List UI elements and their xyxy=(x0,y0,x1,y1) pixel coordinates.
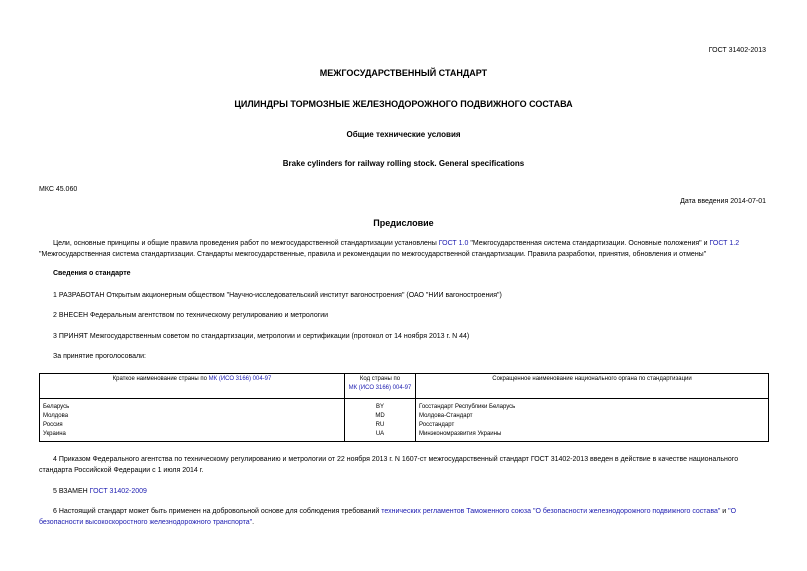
table-row xyxy=(40,399,769,413)
table-row xyxy=(40,421,769,430)
preface-text: Цели, основные принципы и общие правила проведения работ по межгосударственной стандартизации установлены xyxy=(53,240,439,247)
item-submitted-by: 2 ВНЕСЕН Федеральным агентством по техническому регулированию и метрологии xyxy=(53,312,329,319)
item-adopted-by: 3 ПРИНЯТ Межгосударственным советом по стандартизации, метрологии и сертификации (протокол от 14 ноября 2013 г. N 44) xyxy=(53,333,470,340)
preface-paragraph xyxy=(39,238,769,260)
high-speed-rail-safety-link[interactable]: "О безопасности высокоскоростного железнодорожного транспорта" xyxy=(39,508,737,526)
country-cell: Беларусь xyxy=(40,399,345,413)
voluntary-text: 6 Настоящий стандарт может быть применен на добровольной основе для соблюдения требований xyxy=(53,508,382,515)
table-header-row xyxy=(40,374,769,399)
body-cell: Минэкономразвития Украины xyxy=(416,430,769,442)
mks-code: МКС 45.060 xyxy=(39,186,78,193)
body-cell: Росстандарт xyxy=(416,421,769,430)
table-row xyxy=(40,412,769,421)
code-cell: RU xyxy=(345,421,416,430)
code-cell: MD xyxy=(345,412,416,421)
mk-iso-3166-link[interactable]: МК (ИСО 3166) 004-97 xyxy=(208,376,272,382)
voting-countries-table xyxy=(39,373,769,442)
code-cell: BY xyxy=(345,399,416,413)
preface-heading: Предисловие xyxy=(373,218,434,228)
voluntary-text: . xyxy=(252,519,255,526)
body-cell: Молдова-Стандарт xyxy=(416,412,769,421)
document-title-english: Brake cylinders for railway rolling stock. General specifications xyxy=(282,159,525,168)
header-text: Код страны по xyxy=(359,376,401,382)
body-cell: Госстандарт Республики Беларусь xyxy=(416,399,769,413)
item-developed-by: 1 РАЗРАБОТАН Открытым акционерным обществом "Научно-исследовательский институт вагоностроения" (ОАО "НИИ вагоностроения") xyxy=(53,292,502,299)
header-country-name xyxy=(40,374,345,399)
country-cell: Украина xyxy=(40,430,345,442)
mk-iso-3166-link[interactable]: МК (ИСО 3166) 004-97 xyxy=(348,385,412,391)
railway-rolling-stock-safety-link[interactable]: "О безопасности железнодорожного подвижного состава" xyxy=(532,508,721,515)
country-cell: Молдова xyxy=(40,412,345,421)
document-code: ГОСТ 31402-2013 xyxy=(708,47,766,54)
header-country-code xyxy=(345,374,416,399)
voluntary-text: и xyxy=(720,508,729,515)
header-standards-body: Сокращенное наименование национального органа по стандартизации xyxy=(416,374,769,399)
gost-1-2-link[interactable]: ГОСТ 1.2 xyxy=(709,240,740,247)
table-row xyxy=(40,430,769,442)
customs-union-regulations-link[interactable]: технических регламентов Таможенного союза xyxy=(381,508,532,515)
header-text: Краткое наименование страны по xyxy=(112,376,209,382)
document-title: ЦИЛИНДРЫ ТОРМОЗНЫЕ ЖЕЛЕЗНОДОРОЖНОГО ПОДВИЖНОГО СОСТАВА xyxy=(234,99,573,109)
code-cell: UA xyxy=(345,430,416,442)
replaces-text: 5 ВЗАМЕН xyxy=(53,488,90,495)
item-order: 4 Приказом Федерального агентства по техническому регулированию и метрологии от 22 ноября 2013 г. N 1607-ст межгосударственный стандарт ГОСТ 31402-2013 введен в действие в качестве национального стандарта Российской Федерации с 1 июля 2014 г. xyxy=(39,456,739,474)
item-voluntary-use xyxy=(39,506,769,528)
item-replaces xyxy=(39,486,769,497)
country-cell: Россия xyxy=(40,421,345,430)
preface-text: "Межгосударственная система стандартизации. Основные положения" и xyxy=(468,240,710,247)
introduction-date: Дата введения 2014-07-01 xyxy=(680,198,766,205)
standard-info-heading: Сведения о стандарте xyxy=(53,270,131,277)
standard-type-heading: МЕЖГОСУДАРСТВЕННЫЙ СТАНДАРТ xyxy=(319,68,488,78)
gost-31402-2009-link[interactable]: ГОСТ 31402-2009 xyxy=(89,488,147,495)
gost-1-0-link[interactable]: ГОСТ 1.0 xyxy=(438,240,469,247)
document-subtitle: Общие технические условия xyxy=(346,130,461,139)
voted-label: За принятие проголосовали: xyxy=(53,353,146,360)
preface-text: "Межгосударственная система стандартизации. Стандарты межгосударственные, правила и рекомендации по межгосударственной стандартизации. Правила разработки, принятия, обновления и отмены" xyxy=(39,251,707,258)
